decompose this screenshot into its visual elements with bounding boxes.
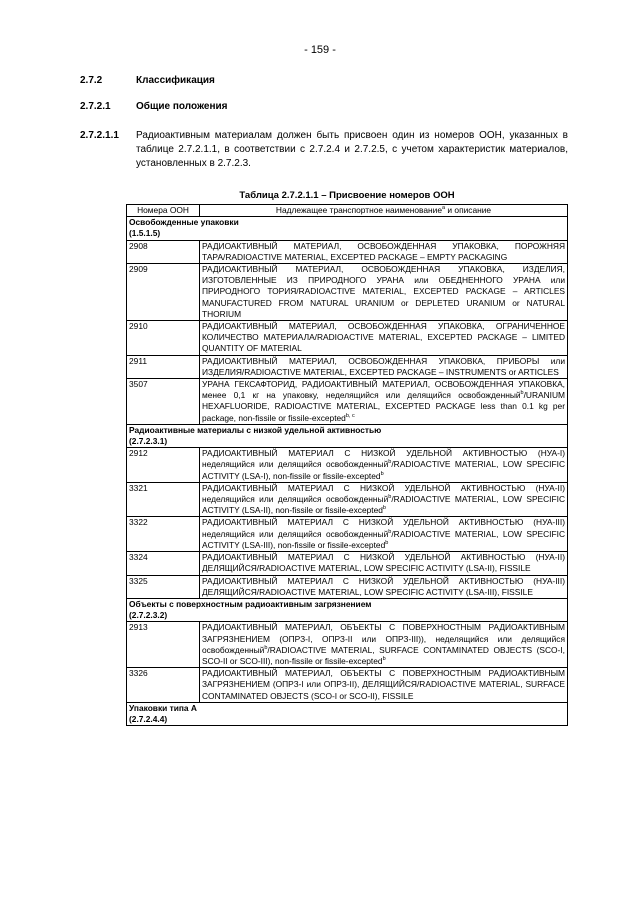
description-cell	[200, 482, 568, 517]
table-row	[127, 240, 568, 263]
footnote-marker: b	[520, 390, 524, 397]
group-title: Освобожденные упаковки	[129, 217, 239, 228]
description-text-continued: /RADIOACTIVE MATERIAL, LOW SPECIFIC ACTIVITY (LSA-I), non-fissile or fissile-excepted	[202, 459, 566, 481]
table-row	[127, 355, 568, 378]
group-title: Упаковки типа A	[129, 702, 197, 713]
footnote-marker: b, c	[345, 412, 355, 419]
paragraph-text: Радиоактивным материалам должен быть присвоен один из номеров ООН, указанных в таблице 2.7.2.1.1, в соответствии с 2.7.2.4 и 2.7.2.5, с учетом характеристик материалов, установленных в 2.7.2.3.	[136, 130, 568, 169]
un-number-cell: 3324	[127, 552, 200, 575]
heading-title: Общие положения	[136, 101, 228, 112]
group-title: Объекты с поверхностным радиоактивным загрязнением	[129, 598, 372, 609]
description-text: РАДИОАКТИВНЫЙ МАТЕРИАЛ, ОБЪЕКТЫ С ПОВЕРХНОСТНЫМ РАДИОАКТИВНЫМ ЗАГРЯЗНЕНИЕМ (ОПРЗ-I, ОПРЗ-II или ОПРЗ-III)), неделящийся или делящийся освобожденный	[202, 622, 565, 655]
description-text-continued: /URANIUM HEXAFLUORIDE, RADIOACTIVE MATERIAL, EXCEPTED PACKAGE less than 0.1 kg per package, non-fissile or fissile-excepted	[202, 390, 565, 423]
table-row	[127, 622, 568, 668]
heading-number: 2.7.2.1	[80, 101, 111, 112]
heading-number: 2.7.2	[80, 75, 103, 86]
un-number-table	[126, 204, 568, 726]
description-text: РАДИОАКТИВНЫЙ МАТЕРИАЛ С НИЗКОЙ УДЕЛЬНОЙ АКТИВНОСТЬЮ (НУА-II) ДЕЛЯЩИЙСЯ/RADIOACTIVE MATERIAL, LOW SPECIFIC ACTIVITY (LSA-II), FISSILE	[202, 552, 565, 574]
description-cell	[200, 264, 568, 321]
description-cell	[200, 240, 568, 263]
un-number-cell: 3507	[127, 379, 200, 425]
un-number-cell: 2913	[127, 622, 200, 668]
table-row	[127, 552, 568, 575]
un-number-cell: 2908	[127, 240, 200, 263]
group-title-cell	[127, 424, 568, 447]
column-header-text-tail: и описание	[445, 205, 492, 215]
footnote-marker: a	[442, 205, 446, 212]
un-number-cell: 2910	[127, 321, 200, 356]
group-row	[127, 702, 568, 725]
table-row	[127, 448, 568, 483]
un-number-cell: 3321	[127, 482, 200, 517]
description-text: РАДИОАКТИВНЫЙ МАТЕРИАЛ С НИЗКОЙ УДЕЛЬНОЙ АКТИВНОСТЬЮ (НУА-II) неделящийся или делящийся освобожденный	[202, 482, 565, 505]
paragraph-2-7-2-1-1	[80, 129, 568, 171]
description-text: РАДИОАКТИВНЫЙ МАТЕРИАЛ, ОСВОБОЖДЕННАЯ УПАКОВКА, ПРИБОРЫ или ИЗДЕЛИЯ/RADIOACTIVE MATERIAL, EXCEPTED PACKAGE – INSTRUMENTS or ARTICLES	[202, 355, 565, 377]
group-title: Радиоактивные материалы с низкой удельной активностью	[129, 424, 382, 435]
description-text-continued: /RADIOACTIVE MATERIAL, LOW SPECIFIC ACTIVITY (LSA-III), non-fissile or fissile-excepted	[202, 528, 566, 550]
column-header-text: Надлежащее транспортное наименование	[275, 205, 443, 215]
table-row	[127, 517, 568, 552]
un-number-cell: 3326	[127, 668, 200, 703]
page-number: - 159 -	[304, 44, 336, 56]
group-row	[127, 598, 568, 621]
un-number-cell: 2911	[127, 355, 200, 378]
footnote-marker: b	[388, 459, 392, 466]
footnote-marker: b	[382, 505, 386, 512]
footnote-marker: b	[385, 540, 389, 547]
heading-title: Классификация	[136, 75, 215, 86]
description-text: РАДИОАКТИВНЫЙ МАТЕРИАЛ, ОБЪЕКТЫ С ПОВЕРХНОСТНЫМ РАДИОАКТИВНЫМ ЗАГРЯЗНЕНИЕМ (ОПРЗ-I или ОПРЗ-II), ДЕЛЯЩИЙСЯ/RADIOACTIVE MATERIAL, SURFACE CONTAMINATED OBJECTS (SCO-I or SCO-II), FISSILE	[202, 668, 565, 701]
un-number-cell: 3325	[127, 575, 200, 598]
un-number-cell: 2909	[127, 264, 200, 321]
description-text: РАДИОАКТИВНЫЙ МАТЕРИАЛ, ОСВОБОЖДЕННАЯ УПАКОВКА, ОГРАНИЧЕННОЕ КОЛИЧЕСТВО МАТЕРИАЛА/RADIOACTIVE MATERIAL, EXCEPTED PACKAGE – LIMITED QUANTITY OF MATERIAL	[202, 321, 565, 354]
description-cell	[200, 379, 568, 425]
table-body	[127, 217, 568, 726]
description-cell	[200, 448, 568, 483]
description-cell	[200, 517, 568, 552]
description-cell	[200, 622, 568, 668]
description-cell	[200, 321, 568, 356]
group-reference: (2.7.2.3.1)	[129, 436, 168, 447]
table-caption: Таблица 2.7.2.1.1 – Присвоение номеров ООН	[239, 190, 455, 201]
group-reference: (1.5.1.5)	[129, 228, 161, 239]
group-row	[127, 217, 568, 240]
footnote-marker: b	[382, 656, 386, 663]
paragraph-number: 2.7.2.1.1	[80, 130, 119, 141]
table-row	[127, 575, 568, 598]
description-text-continued: /RADIOACTIVE MATERIAL, SURFACE CONTAMINATED OBJECTS (SCO-I, SCO-II or SCO-III), non-fissile or fissile-excepted	[202, 644, 565, 666]
group-reference: (2.7.2.4.4)	[129, 713, 168, 724]
description-text: РАДИОАКТИВНЫЙ МАТЕРИАЛ, ОСВОБОЖДЕННАЯ УПАКОВКА, ПОРОЖНЯЯ ТАРА/RADIOACTIVE MATERIAL, EXCEPTED PACKAGE – EMPTY PACKAGING	[202, 240, 565, 262]
description-cell	[200, 552, 568, 575]
footnote-marker: b	[264, 644, 268, 651]
footnote-marker: b	[380, 470, 384, 477]
group-title-cell	[127, 598, 568, 621]
group-reference: (2.7.2.3.2)	[129, 610, 168, 621]
description-cell	[200, 575, 568, 598]
description-text: УРАНА ГЕКСАФТОРИД, РАДИОАКТИВНЫЙ МАТЕРИАЛ, ОСВОБОЖДЕННАЯ УПАКОВКА, менее 0,1 кг на упаковку, неделящийся или делящийся освобожденный	[202, 379, 565, 401]
description-text: РАДИОАКТИВНЫЙ МАТЕРИАЛ С НИЗКОЙ УДЕЛЬНОЙ АКТИВНОСТЬЮ (НУА-I) неделящийся или делящийся освобожденный	[202, 448, 565, 470]
table-row	[127, 668, 568, 703]
table-header-row	[127, 205, 568, 217]
group-title-cell	[127, 702, 568, 725]
description-text: РАДИОАКТИВНЫЙ МАТЕРИАЛ С НИЗКОЙ УДЕЛЬНОЙ АКТИВНОСТЬЮ (НУА-III) неделящийся или делящийся освобожденный	[202, 517, 565, 539]
table-row	[127, 264, 568, 321]
table-row	[127, 321, 568, 356]
description-text: РАДИОАКТИВНЫЙ МАТЕРИАЛ, ОСВОБОЖДЕННАЯ УПАКОВКА, ИЗДЕЛИЯ, ИЗГОТОВЛЕННЫЕ ИЗ ПРИРОДНОГО УРАНА или ОБЕДНЕННОГО УРАНА или ПРИРОДНОГО ТОРИЯ/RADIOACTIVE MATERIAL, EXCEPTED PACKAGE – ARTICLES MANUFACTURED FROM NATURAL URANIUM or DEPLETED URANIUM or NATURAL THORIUM	[202, 264, 565, 319]
table-row	[127, 379, 568, 425]
group-title-cell	[127, 217, 568, 240]
description-cell	[200, 355, 568, 378]
column-header-un: Номера ООН	[127, 205, 200, 217]
description-text: РАДИОАКТИВНЫЙ МАТЕРИАЛ С НИЗКОЙ УДЕЛЬНОЙ АКТИВНОСТЬЮ (НУА-III) ДЕЛЯЩИЙСЯ/RADIOACTIVE MATERIAL, LOW SPECIFIC ACTIVITY (LSA-III), FISSILE	[202, 575, 565, 597]
description-cell	[200, 668, 568, 703]
group-row	[127, 424, 568, 447]
footnote-marker: b	[388, 494, 392, 501]
table-row	[127, 482, 568, 517]
footnote-marker: b	[388, 528, 392, 535]
column-header-description	[200, 205, 568, 217]
un-number-cell: 3322	[127, 517, 200, 552]
description-text-continued: /RADIOACTIVE MATERIAL, LOW SPECIFIC ACTIVITY (LSA-II), non-fissile or fissile-excepted	[202, 494, 566, 516]
un-number-cell: 2912	[127, 448, 200, 483]
